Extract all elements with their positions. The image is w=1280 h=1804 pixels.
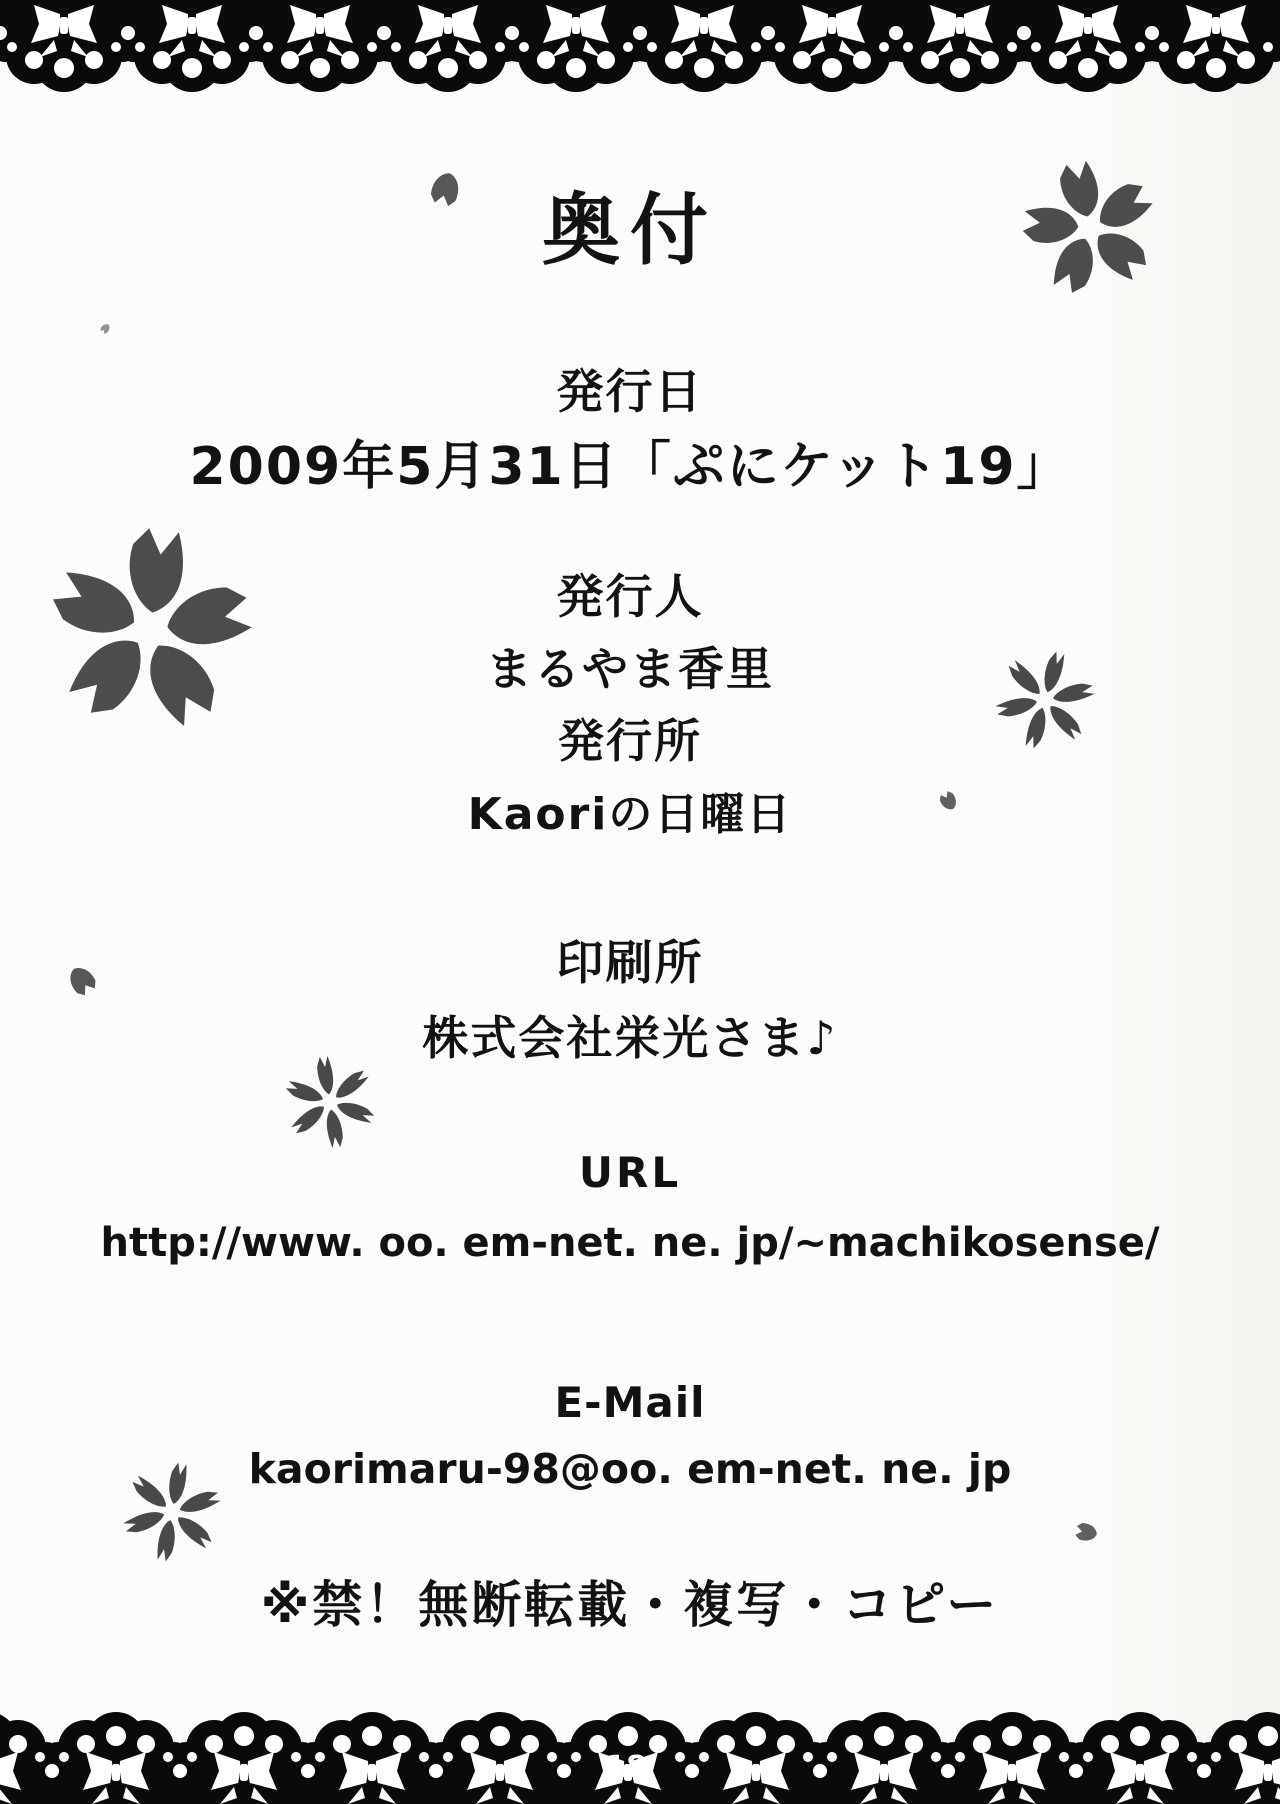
sakura-flower-icon (0, 476, 304, 783)
sakura-flower-icon (258, 1030, 403, 1175)
email-label: E-Mail (554, 1378, 706, 1427)
publishing-office-value: Kaoriの日曜日 (467, 789, 793, 840)
lace-ribbon-border-top (0, 0, 1280, 110)
url-value: http://www. oo. em-net. ne. jp/~machikosense/ (100, 1220, 1160, 1266)
printer-value: 株式会社栄光さま♪ (422, 1011, 838, 1065)
lace-ribbon-border-bottom (0, 1694, 1280, 1804)
publishing-office-label: 発行所 (558, 714, 702, 768)
page-number: 18 (605, 1750, 647, 1785)
publisher-value: まるやま香里 (486, 642, 774, 696)
publication-date-label: 発行日 (556, 365, 704, 420)
sakura-flower-icon (90, 1430, 254, 1594)
publication-date-value: 2009年5月31日「ぷにケット19」 (189, 437, 1071, 497)
email-value: kaorimaru-98@oo. em-net. ne. jp (248, 1445, 1012, 1493)
printer-label: 印刷所 (556, 936, 704, 991)
colophon-title: 奥付 (541, 186, 718, 276)
sakura-flower-icon (983, 121, 1196, 334)
reproduction-notice: ※禁！無断転載・複写・コピー (260, 1576, 1000, 1634)
url-label: URL (578, 1148, 682, 1197)
sakura-petal-icon (1068, 1515, 1103, 1550)
publisher-label: 発行人 (556, 570, 704, 625)
sakura-petal-icon (95, 319, 115, 339)
